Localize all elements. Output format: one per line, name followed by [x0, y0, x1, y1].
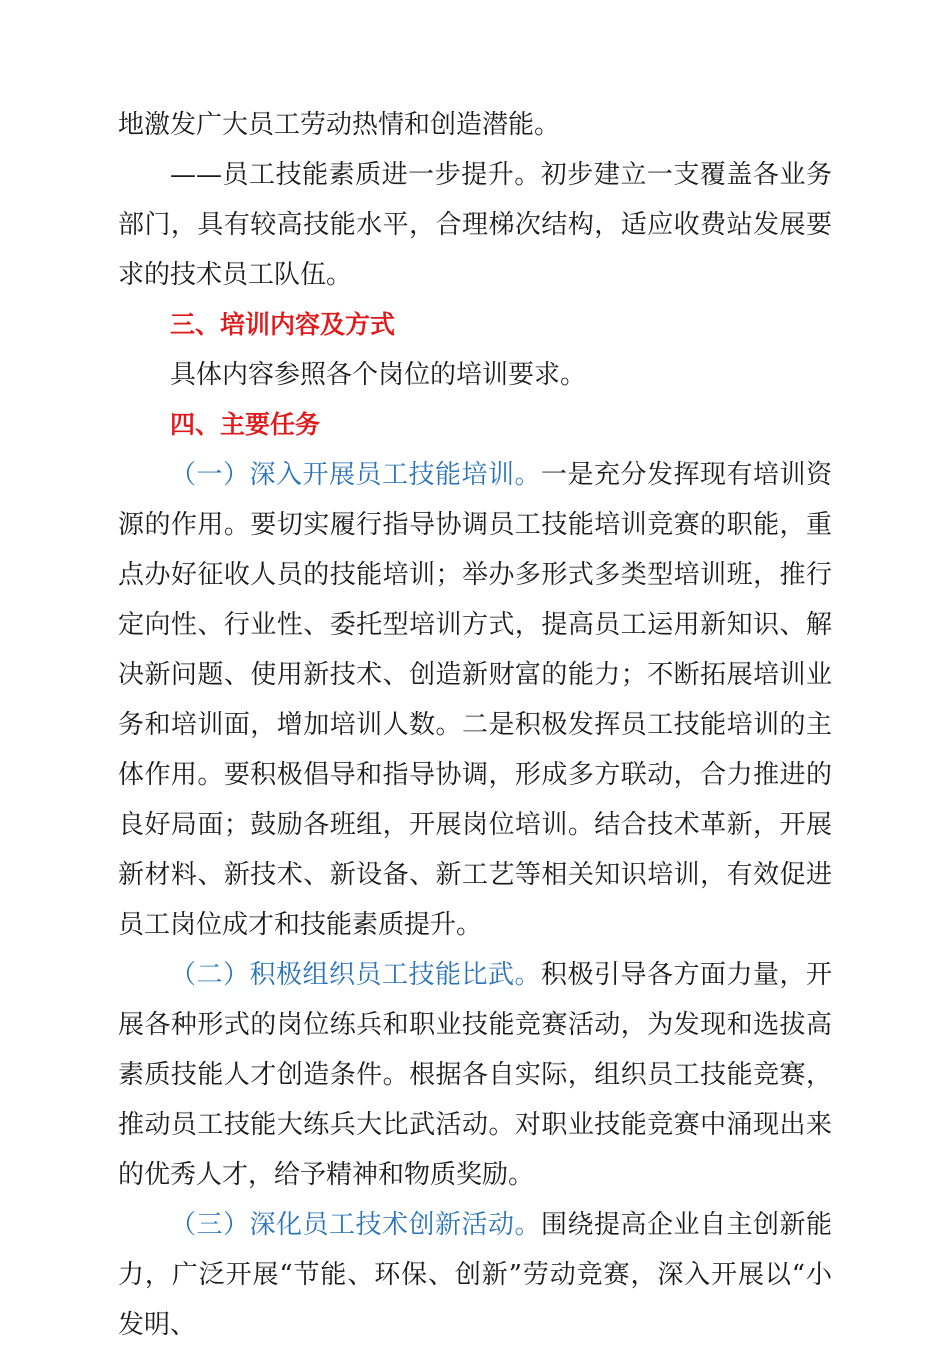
task-tech-innovation-body: 围绕提高企业自主创新能力，广泛开展“节能、环保、创新”劳动竞赛，深入开展以“小发明、: [118, 1210, 832, 1340]
task-skill-competition: [118, 950, 832, 1200]
document-body: [118, 100, 832, 1350]
task-skill-training: [118, 450, 832, 950]
task-skill-competition-body: 积极引导各方面力量，开展各种形式的岗位练兵和职业技能竞赛活动，为发现和选拔高素质技能人才创造条件。根据各自实际，组织员工技能竞赛，推动员工技能大练兵大比武活动。对职业技能竞赛中涌现出来的优秀人才，给予精神和物质奖励。: [118, 960, 832, 1190]
section-heading-main-tasks: 四、主要任务: [170, 410, 321, 439]
task-tech-innovation-title: （三）深化员工技术创新活动。: [170, 1210, 541, 1240]
paragraph-skill-quality: ——员工技能素质进一步提升。初步建立一支覆盖各业务部门，具有较高技能水平，合理梯次结构，适应收费站发展要求的技术员工队伍。: [118, 160, 832, 290]
task-tech-innovation: [118, 1200, 832, 1350]
task-skill-competition-title: （二）积极组织员工技能比武。: [170, 960, 541, 990]
section-heading-training-content: 三、培训内容及方式: [170, 310, 396, 339]
task-skill-training-body: 一是充分发挥现有培训资源的作用。要切实履行指导协调员工技能培训竞赛的职能，重点办好征收人员的技能培训；举办多形式多类型培训班，推行定向性、行业性、委托型培训方式，提高员工运用新知识、解决新问题、使用新技术、创造新财富的能力；不断拓展培训业务和培训面，增加培训人数。二是积极发挥员工技能培训的主体作用。要积极倡导和指导协调，形成多方联动，合力推进的良好局面；鼓励各班组，开展岗位培训。结合技术革新，开展新材料、新技术、新设备、新工艺等相关知识培训，有效促进员工岗位成才和技能素质提升。: [118, 460, 832, 940]
paragraph-training-content: 具体内容参照各个岗位的培训要求。: [170, 360, 587, 390]
paragraph-continuation: 地激发广大员工劳动热情和创造潜能。: [118, 110, 561, 140]
task-skill-training-title: （一）深入开展员工技能培训。: [170, 460, 541, 490]
